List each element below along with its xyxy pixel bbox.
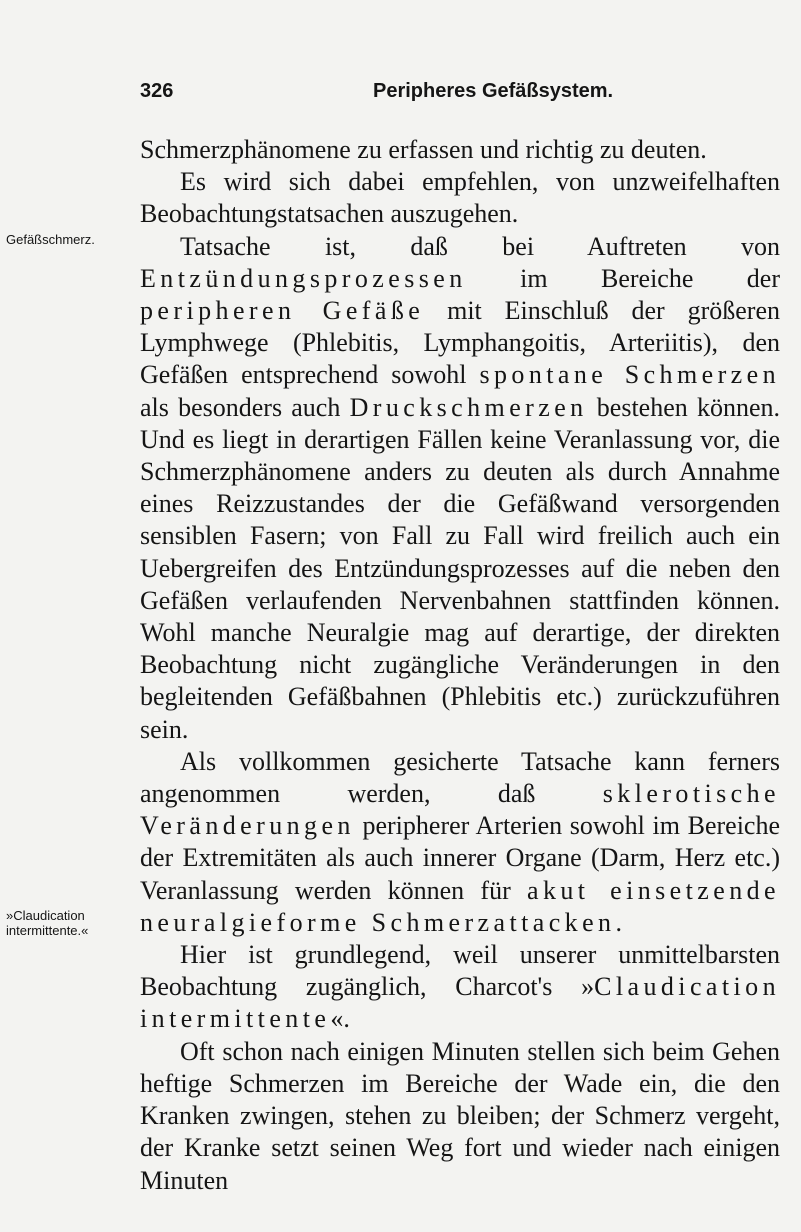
text-run: Tatsache ist, daß bei Auftreten von — [180, 231, 780, 261]
page-header — [140, 72, 780, 112]
text-run: Als vollkommen gesicherte Tatsache kann ferners angenommen werden, daß — [140, 746, 780, 809]
paragraph-2: Es wird sich dabei empfehlen, von unzweifelhaften Beobachtungstatsachen auszugehen. — [140, 167, 780, 229]
running-head: Peripheres Gefäßsystem. — [373, 80, 614, 102]
text-run: . — [615, 907, 622, 937]
emphasis-text: Claudication intermittente — [140, 972, 780, 1034]
emphasis-text: peripheren Gefäße — [140, 296, 425, 326]
emphasis-text: Entzündungsprozessen — [140, 263, 467, 293]
paragraph-5 — [140, 939, 780, 1036]
paragraph-1: Schmerzphänomene zu erfassen und richtig zu deuten. — [140, 135, 707, 164]
page-number: 326 — [140, 80, 174, 102]
margin-note-gefaessschmerz: Gefäßschmerz. — [6, 232, 95, 247]
text-run: peripherer Arterien sowohl im Bereiche der Extremitäten als auch innerer Organe (Darm, Herz etc.) Veranlassung werden können für — [140, 811, 780, 905]
paragraph-3 — [140, 231, 780, 746]
text-run: als besonders auch — [140, 392, 350, 422]
text-run: Hier ist grundlegend, weil unserer unmittelbarsten Beobachtung zugänglich, Charcot's » — [140, 940, 780, 1002]
text-run: im Bereiche der — [466, 263, 780, 293]
paragraph-6: Oft schon nach einigen Minuten stellen sich beim Gehen heftige Schmerzen im Bereiche der Wade ein, die den Kranken zwingen, stehen zu bleiben; der Schmerz vergeht, der Kranke setzt seinen Weg fort und wieder nach einigen Minuten — [140, 1036, 780, 1195]
text-run: bestehen können. Und es liegt in derartigen Fällen keine Veranlassung vor, die Schmerzphänomene anders zu deuten als durch Annahme eines Reizzustandes der die Gefäßwand versorgenden sensiblen Fasern; von Fall zu Fall wird freilich auch ein Uebergreifen des Entzündungsprozesses auf die neben den Gefäßen verlaufenden Nervenbahnen stattfinden können. Wohl manche Neuralgie mag auf derartige, der direkten Beobachtung nicht zugängliche Veränderungen in den begleitenden Gefäßbahnen (Phlebitis etc.) zurückzuführen sein. — [140, 392, 780, 744]
paragraph-4 — [140, 746, 780, 939]
margin-note-line: »Claudication — [6, 908, 85, 923]
body-text — [140, 134, 780, 1197]
text-run: «. — [330, 1004, 350, 1034]
margin-note-claudication — [6, 908, 88, 938]
margin-note-line: intermittente.« — [6, 923, 89, 938]
text-run: mit Einschluß der größeren Lymphwege (Phlebitis, Lymphangoitis, Arteriitis), den Gefäßen entsprechend sowohl — [140, 296, 780, 390]
emphasis-text: akut einsetzende neuralgieforme Schmerzattacken — [140, 875, 780, 937]
emphasis-text: Druckschmerzen — [349, 392, 588, 422]
emphasis-text: sklerotische Veränderungen — [140, 779, 780, 841]
emphasis-text: spontane Schmerzen — [479, 360, 780, 390]
